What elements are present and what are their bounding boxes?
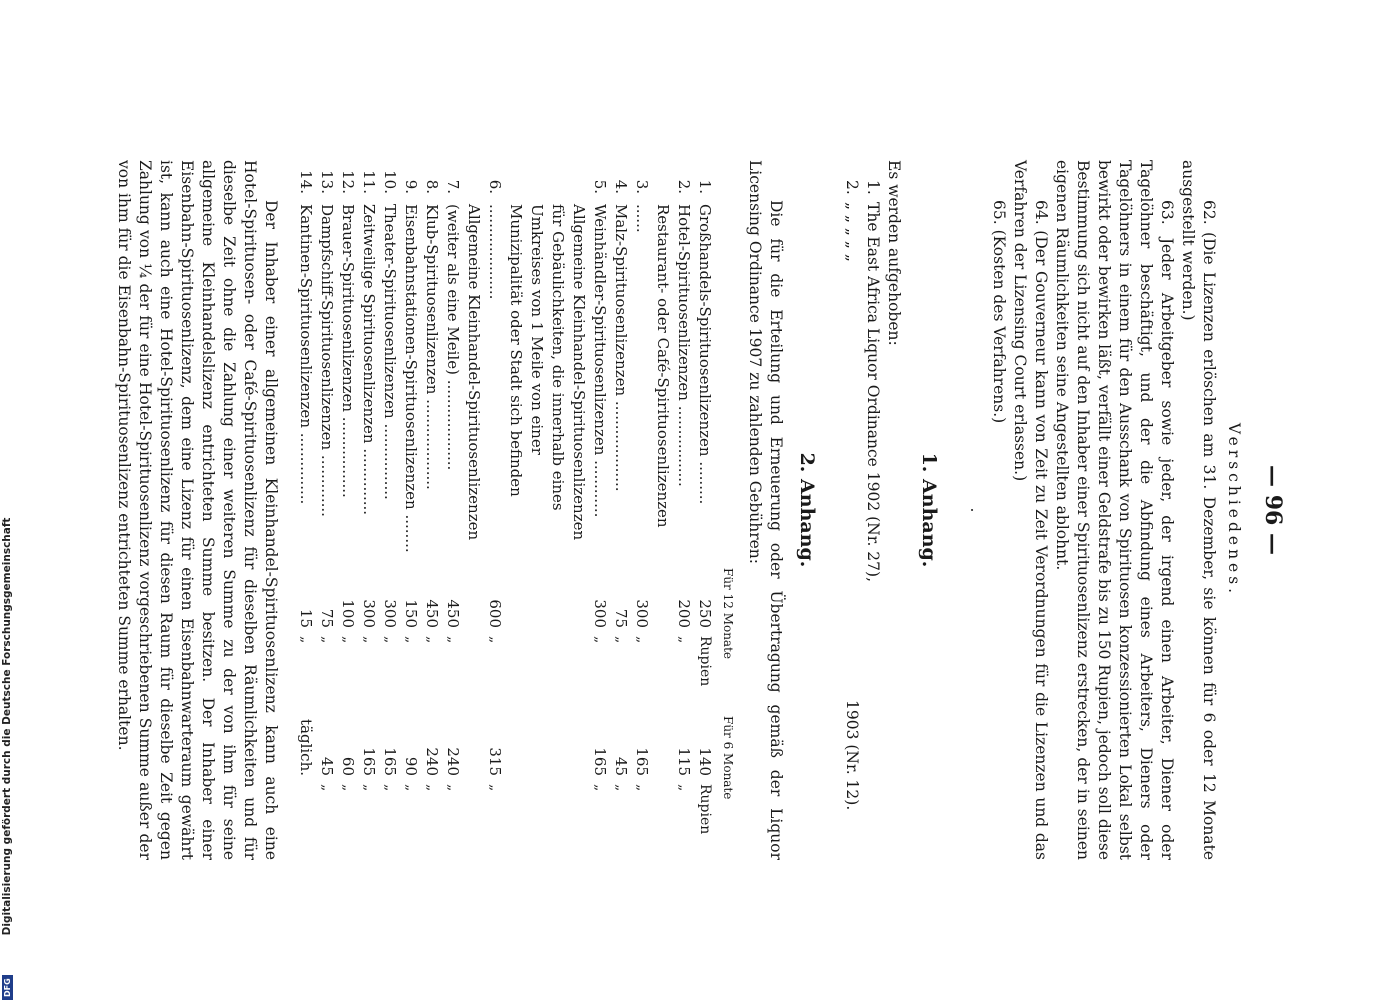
table-row [631,160,673,860]
fee-6-unit: „ [487,784,503,792]
fee-6-months: 165 [591,747,609,776]
fee-6-unit: „ [340,784,356,792]
repeal-list [841,180,883,860]
appendix-1-intro: Es werden aufgehoben: [885,160,903,346]
credit-text: Digitalisierung gefördert durch die Deutsche Forschungsgemeinschaft [1,517,13,936]
fee-12-months: 450 [444,599,462,628]
separator-dot: . [967,507,985,513]
fee-6-months: 315 [486,747,504,776]
section-title: Verschiedenes. [1225,422,1243,598]
column-12-months: Für 12 Monate [721,568,735,660]
appendix-2-intro: Die für die Erteilung und Erneuerung oder Übertragung gemäß der Liquor Licensing Ordinance 1907 zu zahlenden Gebühren: [746,160,785,860]
fee-6-months: 115 [675,747,693,776]
fee-12-months: 300 [360,599,378,628]
appendix-1-title: 1. Anhang. [918,452,940,568]
fee-6-months: 60 [339,756,357,776]
table-row [610,160,631,860]
paragraph-62: 62. (Die Lizenzen erlöschen am 31. Dezember, sie können für 6 oder 12 Monate ausgestellt werden.) [1179,160,1218,860]
fee-table-body [295,160,715,860]
fee-12-unit: „ [403,636,419,644]
fee-12-unit: „ [361,636,377,644]
table-row [484,160,589,860]
row-number: 2. [675,179,693,194]
row-label: Kantinen-Spirituosenlizenzen ............... [297,204,315,505]
column-6-months: Für 6 Monate [721,716,735,800]
row-number: 9. [402,179,420,194]
fee-12-unit: Rupien [697,636,713,687]
table-row [694,160,715,860]
row-number: 3. [633,179,651,194]
list-item [862,180,883,860]
row-number: 8. [423,179,441,194]
fee-12-months: 100 [339,599,357,628]
row-label: Allgemeine Kleinhandel-Spirituosenlizenzen für Gebäulichkeiten, die innerhalb eines Umkreises von 1 Meile von einer Munizipalität oder Stadt sich befinden .................... [486,204,588,541]
fee-6-unit: „ [676,784,692,792]
table-row [400,160,421,860]
dfg-logo: DFG [2,975,13,1000]
row-label: Hotel-Spirituosenlizenzen ................. [675,204,693,487]
row-number: 12. [339,170,357,194]
fee-12-months: 250 [696,599,714,628]
row-label: Klub-Spirituosenlizenzen ................... [423,204,441,490]
fee-6-unit [295,780,316,860]
fee-6-months: 165 [360,747,378,776]
fee-table [295,160,738,860]
row-number: 6. [486,179,504,194]
fee-12-months: 600 [486,599,504,628]
fee-12-unit: „ [340,636,356,644]
row-number: 10. [381,170,399,194]
fee-6-unit: „ [592,784,608,792]
fee-12-months: 300 [633,599,651,628]
row-label: Brauer-Spirituosenlizenzen ................. [339,204,357,498]
paragraph-63: 63. Jeder Arbeitgeber sowie jeder, der irgend einen Arbeiter, Diener oder Tagelöhner beschäftigt, und der die Abfindung eines Arbeiters, Dieners oder Tagelöhners in einem für den Ausschank von Spirituosen konzessionierten Lokal selbst bewirkt oder bewirken läßt, verfällt einer Geldstrafe bis zu 150 Rupien, jedoch soll diese Bestimmung sich nicht auf den Inhaber einer Spirituosenlizenz erstrecken, der in seinen eigenen Räumlichkeiten seine Angestellten ablohnt. [1053,160,1176,861]
table-row [295,160,316,860]
paragraph-65: 65. (Kosten des Verfahrens.) [990,200,1008,424]
list-item [841,180,862,860]
fee-12-months: 300 [381,599,399,628]
fee-6-months: täglich. [297,719,315,776]
table-row [337,160,358,860]
fee-12-months: 75 [318,608,336,628]
fee-12-unit: „ [424,636,440,644]
fee-12-unit: „ [592,636,608,644]
row-label: Großhandels-Spirituosenlizenzen ......... [696,204,714,505]
fee-6-months: 165 [633,747,651,776]
row-label: Dampfschiff-Spirituosenlizenzen ............. [318,204,336,517]
fee-6-months: 140 [696,747,714,776]
row-number: 14. [297,170,315,194]
appendix-2-title: 2. Anhang. [796,452,818,568]
fee-12-unit: „ [445,636,461,644]
fee-6-unit: „ [361,784,377,792]
fee-12-unit: „ [613,636,629,644]
fee-6-months: 45 [612,756,630,776]
fee-6-unit: Rupien [697,784,713,835]
fee-12-months: 300 [591,599,609,628]
page-content [113,160,1286,861]
fee-12-months: 200 [675,599,693,628]
fee-6-months: 165 [381,747,399,776]
row-number: 5. [591,179,609,194]
fee-12-months: 15 [297,608,315,628]
row-label: Weinhändler-Spirituosenlizenzen ............ [591,204,609,518]
item-year [862,700,883,860]
table-row [358,160,379,860]
fee-6-unit: „ [382,784,398,792]
row-label: Allgemeine Kleinhandel-Spirituosenlizenzen (weiter als eine Meile) ................... [444,204,483,541]
item-number: 2. [843,180,861,195]
fee-12-unit: „ [634,636,650,644]
fee-6-months: 240 [444,747,462,776]
row-label: Zeitweilige Spirituosenlizenzen .............. [360,204,378,516]
fee-6-unit: „ [634,784,650,792]
fee-6-months: 240 [423,747,441,776]
fee-12-months: 150 [402,599,420,628]
fee-table-header [715,160,738,860]
fee-6-unit: „ [613,784,629,792]
closing-paragraph: Der Inhaber einer allgemeinen Kleinhandel-Spirituosenlizenz kann auch eine Hotel-Spirituosen- oder Café-Spirituosenlizenz für dieselben Räumlichkeiten und für dieselbe Zeit ohne die Zahlung einer weiteren Summe zu der von ihm für seine allgemeine Kleinhandelslizenz entrichteten Summe besitzen. Der Inhaber einer Eisenbahn-Spirituosenlizenz, dem eine Lizenz für einen Eisenbahnwarteraum gewährt ist, kann auch eine Hotel-Spirituosenlizenz für diesen Raum für dieselbe Zeit gegen Zahlung von ¼ der für eine Hotel-Spirituosenlizenz vorgeschriebenen Summe außer der von ihm für die Eisenbahn-Spirituosenlizenz entrichteten Summe erhalten. [115,160,280,860]
table-row [442,160,484,860]
fee-12-unit: „ [382,636,398,644]
fee-12-months: 75 [612,608,630,628]
fee-6-unit: „ [403,784,419,792]
table-row [421,160,442,860]
fee-6-unit: „ [424,784,440,792]
fee-12-months: 450 [423,599,441,628]
table-row [589,160,610,860]
row-number: 13. [318,170,336,194]
table-row [379,160,400,860]
fee-6-unit: „ [319,784,335,792]
fee-12-unit: „ [319,636,335,644]
table-row [673,160,694,860]
row-number: 7. [444,179,462,194]
row-label: Theater-Spirituosenlizenzen ................ [381,204,399,500]
fee-6-months: 45 [318,756,336,776]
fee-12-unit: „ [298,636,314,644]
row-label: Malz-Spirituosenlizenzen ................... [612,204,630,492]
row-number: 4. [612,179,630,194]
item-year: 1903 (Nr. 12). [843,700,861,811]
row-label: Restaurant- oder Café-Spirituosenlizenzen ...... [633,204,672,528]
row-number: 1. [696,179,714,194]
row-label: Eisenbahnstationen-Spirituosenlizenzen ........ [402,204,420,553]
row-number: 11. [360,170,378,194]
paragraph-64: 64. (Der Gouverneur kann von Zeit zu Zeit Verordnungen für die Lizenzen und das Verfahren der Lizensing Court erlassen.) [1011,160,1050,860]
fee-6-unit: „ [445,784,461,792]
table-row [316,160,337,860]
item-text: The East Africa Liquor Ordinance 1902 (Nr. 27), [864,202,882,583]
fee-6-months: 90 [402,756,420,776]
item-number: 1. [864,180,882,195]
fee-12-unit: „ [487,636,503,644]
page-number: — 96 — [1260,465,1286,555]
item-text: „ „ „ „ „ [843,202,861,262]
fee-12-unit: „ [676,636,692,644]
